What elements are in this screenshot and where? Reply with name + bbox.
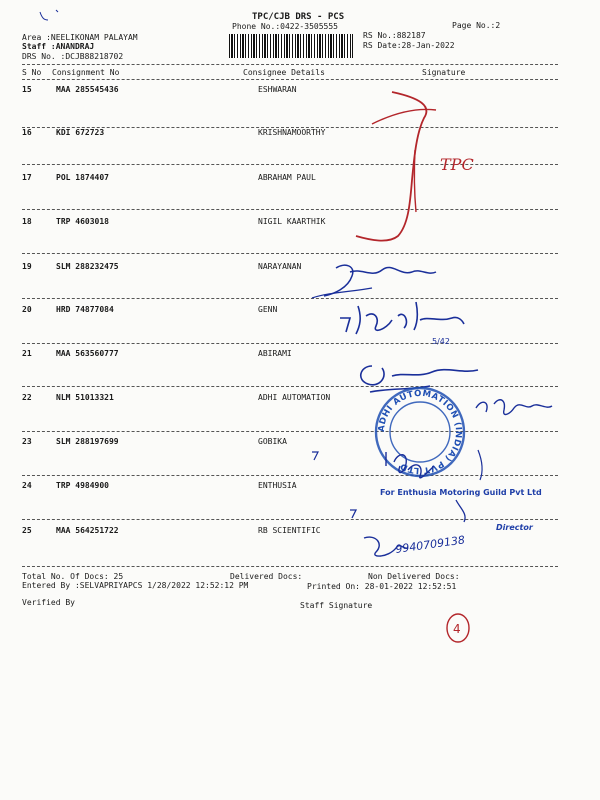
signature-row-25 bbox=[364, 537, 408, 556]
row-sno: 21 bbox=[22, 349, 32, 358]
table-row bbox=[0, 437, 600, 449]
total-docs: Total No. Of Docs: 25 bbox=[22, 572, 124, 581]
document-title: TPC/CJB DRS - PCS bbox=[252, 12, 345, 22]
row-consignment: MAA 285545436 bbox=[56, 85, 119, 94]
row-divider bbox=[22, 519, 558, 520]
row-sno: 17 bbox=[22, 173, 32, 182]
entered-by: Entered By :SELVAPRIYAPCS 1/28/2022 12:52:12 PM bbox=[22, 581, 249, 590]
row-consignee: ADHI AUTOMATION bbox=[258, 393, 331, 402]
divider bbox=[22, 64, 558, 65]
row-divider bbox=[22, 386, 558, 387]
row-divider bbox=[22, 164, 558, 165]
row-divider bbox=[22, 475, 558, 476]
row-consignment: TRP 4603018 bbox=[56, 217, 109, 226]
table-row bbox=[0, 85, 600, 97]
row-consignment: HRD 74877084 bbox=[56, 305, 114, 314]
row-sno: 18 bbox=[22, 217, 32, 226]
row-consignee: ABIRAMI bbox=[258, 349, 292, 358]
non-delivered-docs: Non Delivered Docs: bbox=[368, 572, 460, 581]
table-row bbox=[0, 305, 600, 317]
row-divider bbox=[22, 566, 558, 567]
phone-number: Phone No.:0422-3505555 bbox=[232, 22, 338, 31]
row-consignment: MAA 564251722 bbox=[56, 526, 119, 535]
barcode bbox=[229, 34, 353, 58]
row-consignment: POL 1874407 bbox=[56, 173, 109, 182]
page-mark-circle bbox=[447, 614, 469, 642]
page-mark: 4 bbox=[453, 622, 461, 636]
row-divider bbox=[22, 431, 558, 432]
staff-label: Staff :ANANDRAJ bbox=[22, 42, 95, 51]
row-sno: 25 bbox=[22, 526, 32, 535]
table-row bbox=[0, 173, 600, 185]
table-row bbox=[0, 349, 600, 361]
table-row bbox=[0, 526, 600, 538]
signature-row-23 bbox=[386, 452, 434, 478]
table-row bbox=[0, 128, 600, 140]
handwritten-phone: 9940709138 bbox=[394, 533, 466, 556]
row-consignment: SLM 288232475 bbox=[56, 262, 119, 271]
row-consignee: NIGIL KAARTHIK bbox=[258, 217, 326, 226]
col-sno: S No bbox=[22, 68, 42, 77]
row-consignee: RB SCIENTIFIC bbox=[258, 526, 321, 535]
delivered-docs: Delivered Docs: bbox=[230, 572, 303, 581]
rs-date: RS Date:28-Jan-2022 bbox=[363, 41, 455, 50]
signature-row-19 bbox=[312, 288, 372, 298]
row-consignee: KRISHNAMOORTHY bbox=[258, 128, 326, 137]
row-consignee: ENTHUSIA bbox=[258, 481, 297, 490]
row-sno: 19 bbox=[22, 262, 32, 271]
row-consignee: GOBIKA bbox=[258, 437, 287, 446]
row-sno: 20 bbox=[22, 305, 32, 314]
row-sno: 16 bbox=[22, 128, 32, 137]
row-sno: 22 bbox=[22, 393, 32, 402]
divider bbox=[22, 79, 558, 80]
row-consignee: ESHWARAN bbox=[258, 85, 297, 94]
table-row bbox=[0, 481, 600, 493]
table-row bbox=[0, 393, 600, 405]
row-sno: 24 bbox=[22, 481, 32, 490]
row-divider bbox=[22, 343, 558, 344]
col-consignee: Consignee Details bbox=[243, 68, 325, 77]
row-consignment: SLM 288197699 bbox=[56, 437, 119, 446]
row-consignee: GENN bbox=[258, 305, 278, 314]
col-consignment: Consignment No bbox=[52, 68, 120, 77]
page-number: Page No.:2 bbox=[452, 21, 501, 30]
staff-signature-label: Staff Signature bbox=[300, 601, 373, 610]
row-consignee: NARAYANAN bbox=[258, 262, 302, 271]
row-divider bbox=[22, 209, 558, 210]
company-stamp-director: Director bbox=[496, 523, 533, 532]
row-consignment: MAA 563560777 bbox=[56, 349, 119, 358]
row-sno: 23 bbox=[22, 437, 32, 446]
verified-by-label: Verified By bbox=[22, 598, 75, 607]
stamp-text: ADHI AUTOMATION (INDIA) PVT LTD bbox=[376, 388, 464, 476]
row-consignee: ABRAHAM PAUL bbox=[258, 173, 316, 182]
area-label: Area :NEELIKONAM PALAYAM bbox=[22, 33, 138, 42]
company-stamp-line: For Enthusia Motoring Guild Pvt Ltd bbox=[380, 488, 542, 497]
row-consignment: NLM 51013321 bbox=[56, 393, 114, 402]
red-bracket-stroke bbox=[372, 109, 436, 124]
table-row bbox=[0, 217, 600, 229]
row-consignment: KDI 672723 bbox=[56, 128, 105, 137]
handwritten-note-row-20: 5/42 bbox=[432, 337, 450, 346]
row-divider bbox=[22, 298, 558, 299]
row-divider bbox=[22, 253, 558, 254]
ink-smudge bbox=[40, 10, 58, 20]
row-consignment: TRP 4984900 bbox=[56, 481, 109, 490]
signature-row-23 bbox=[312, 452, 318, 460]
handwritten-note-tpc: TPC bbox=[440, 155, 474, 174]
printed-on: Printed On: 28-01-2022 12:52:51 bbox=[307, 582, 457, 591]
table-row bbox=[0, 262, 600, 274]
row-sno: 15 bbox=[22, 85, 32, 94]
signature-row-21 bbox=[361, 366, 478, 392]
drs-number: DRS No. :DCJB88218702 bbox=[22, 52, 124, 61]
col-signature: Signature bbox=[422, 68, 466, 77]
rs-number: RS No.:882187 bbox=[363, 31, 426, 40]
